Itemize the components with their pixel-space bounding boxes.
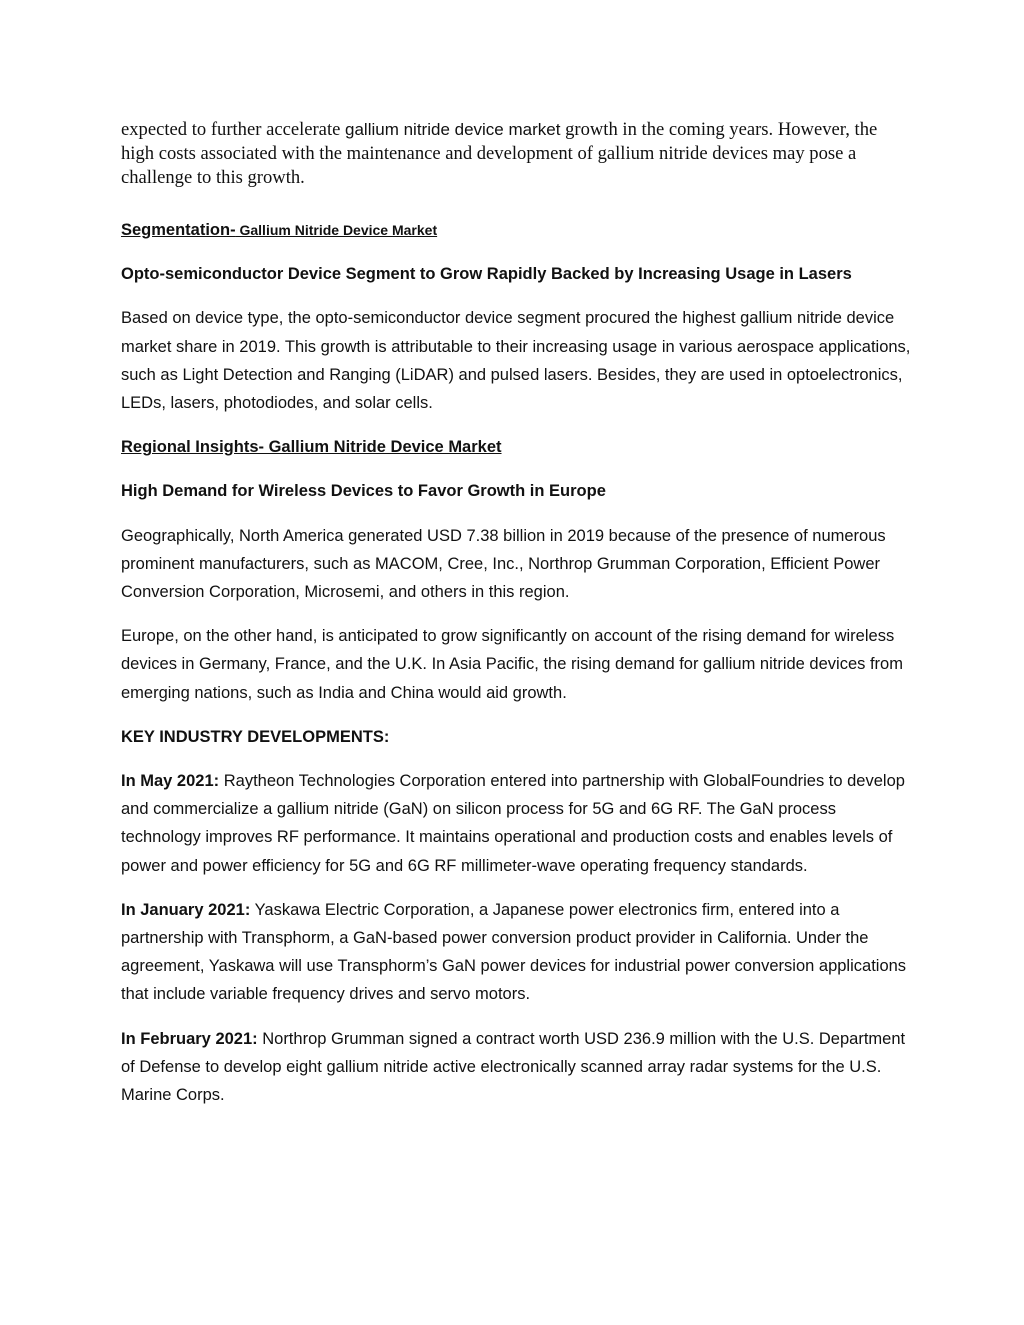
segmentation-heading-sub: Gallium Nitride Device Market [235, 222, 438, 238]
segmentation-heading [121, 216, 911, 244]
development-item-january-2021 [121, 896, 911, 1009]
segmentation-subheading: Opto-semiconductor Device Segment to Grow Rapidly Backed by Increasing Usage in Lasers [121, 265, 852, 284]
development-item-may-2021 [121, 767, 911, 880]
regional-heading: Regional Insights- Gallium Nitride Device Market [121, 438, 502, 457]
development-item-february-2021 [121, 1025, 911, 1110]
regional-paragraph-2: Europe, on the other hand, is anticipated to grow significantly on account of the rising demand for wireless devices in Germany, France, and the U.K. In Asia Pacific, the rising demand for gallium nitride devices from emerging nations, such as India and China would aid growth. [121, 627, 903, 702]
development-text: Raytheon Technologies Corporation entered into partnership with GlobalFoundries to develop and commercialize a gallium nitride (GaN) on silicon process for 5G and 6G RF. The GaN process technology improves RF performance. It maintains operational and production costs and enables levels of power and power efficiency for 5G and 6G RF millimeter-wave operating frequency standards. [121, 772, 905, 875]
development-date-label: In May 2021: [121, 772, 220, 791]
intro-text-1: expected to further accelerate [121, 119, 346, 140]
regional-subheading: High Demand for Wireless Devices to Favor Growth in Europe [121, 482, 606, 501]
intro-text-2: growth in the coming years. However, the high costs associated with the maintenance and development of gallium nitride devices may pose a challenge to this growth. [121, 119, 878, 188]
development-date-label: In January 2021: [121, 900, 251, 919]
regional-paragraph-1: Geographically, North America generated USD 7.38 billion in 2019 because of the presence of numerous prominent manufacturers, such as MACOM, Cree, Inc., Northrop Grumman Corporation, Efficient Power Conversion Corporation, Microsemi, and others in this region. [121, 526, 886, 602]
development-date-label: In February 2021: [121, 1029, 258, 1048]
development-text: Northrop Grumman signed a contract worth USD 236.9 million with the U.S. Department of Defense to develop eight gallium nitride active electronically scanned array radar systems for the U.S. Marine Corps. [121, 1029, 906, 1105]
development-text: Yaskawa Electric Corporation, a Japanese power electronics firm, entered into a partnership with Transphorm, a GaN-based power conversion product provider in California. Under the agreement, Yaskawa will use Transphorm’s GaN power devices for industrial power conversion applications that include variable frequency drives and servo motors. [121, 900, 907, 1004]
intro-paragraph [121, 118, 911, 190]
intro-link-text: gallium nitride device market [345, 120, 561, 139]
segmentation-heading-main: Segmentation- [121, 221, 236, 239]
segmentation-paragraph: Based on device type, the opto-semiconductor device segment procured the highest gallium nitride device market share in 2019. This growth is attributable to their increasing usage in various aerospace applications, such as Light Detection and Ranging (LiDAR) and pulsed lasers. Besides, they are used in optoelectronics, LEDs, lasers, photodiodes, and solar cells. [121, 309, 911, 413]
developments-heading: KEY INDUSTRY DEVELOPMENTS: [121, 727, 390, 746]
document-page [121, 118, 911, 1125]
